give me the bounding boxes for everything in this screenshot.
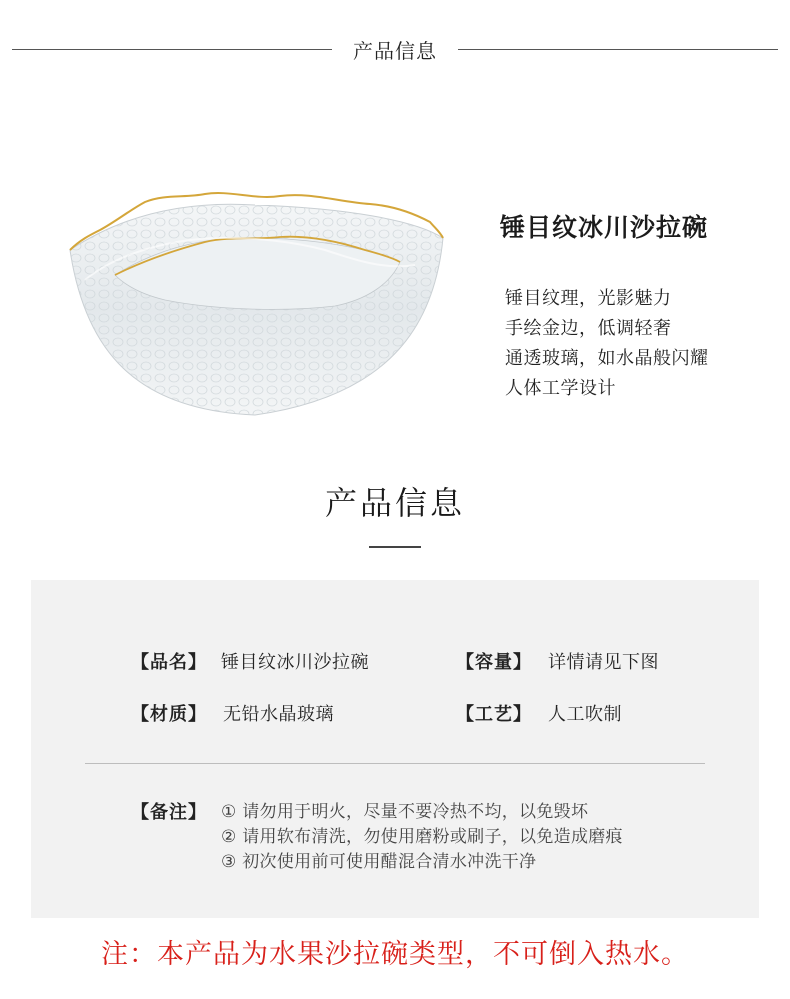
info-craft-value: 人工吹制 (548, 704, 622, 725)
product-image (55, 180, 455, 430)
note-item: ① 请勿用于明火，尽量不要冷热不均，以免毁坏 (221, 802, 589, 822)
note-item: ② 请用软布清洗，勿使用磨粉或刷子，以免造成磨痕 (221, 827, 623, 847)
product-info-panel (31, 580, 759, 918)
info-name-value: 锤目纹冰川沙拉碗 (221, 652, 369, 673)
feature-item: 锤目纹理，光影魅力 (505, 288, 672, 309)
info-capacity-row (456, 648, 659, 674)
info-craft-row (456, 700, 622, 726)
info-material-value: 无铅水晶玻璃 (223, 704, 334, 725)
info-capacity-value: 详情请见下图 (548, 652, 659, 673)
top-section-title: 产品信息 (353, 39, 437, 63)
header-divider-left (12, 49, 332, 50)
hot-water-warning: 注：本产品为水果沙拉碗类型，不可倒入热水。 (101, 939, 689, 970)
header-divider-right (458, 49, 778, 50)
glass-bowl-illustration (55, 180, 455, 430)
info-capacity-label: 【容量】 (456, 652, 532, 673)
info-material-label: 【材质】 (131, 704, 207, 725)
feature-item: 手绘金边，低调轻奢 (505, 318, 672, 339)
feature-item: 通透玻璃，如水晶般闪耀 (505, 348, 709, 369)
info-material-row (131, 700, 334, 726)
section-title-underline (369, 546, 421, 548)
info-craft-label: 【工艺】 (456, 704, 532, 725)
section-title: 产品信息 (324, 484, 465, 522)
note-item: ③ 初次使用前可使用醋混合清水冲洗干净 (221, 852, 537, 872)
feature-list (505, 284, 709, 404)
info-divider (85, 763, 705, 764)
feature-item: 人体工学设计 (505, 378, 616, 399)
info-name-row (131, 648, 369, 674)
info-notes-label: 【备注】 (131, 802, 207, 823)
product-name-heading: 锤目纹冰川沙拉碗 (500, 213, 709, 242)
top-section-header (0, 30, 790, 70)
info-notes-list (221, 800, 623, 875)
info-name-label: 【品名】 (131, 652, 207, 673)
